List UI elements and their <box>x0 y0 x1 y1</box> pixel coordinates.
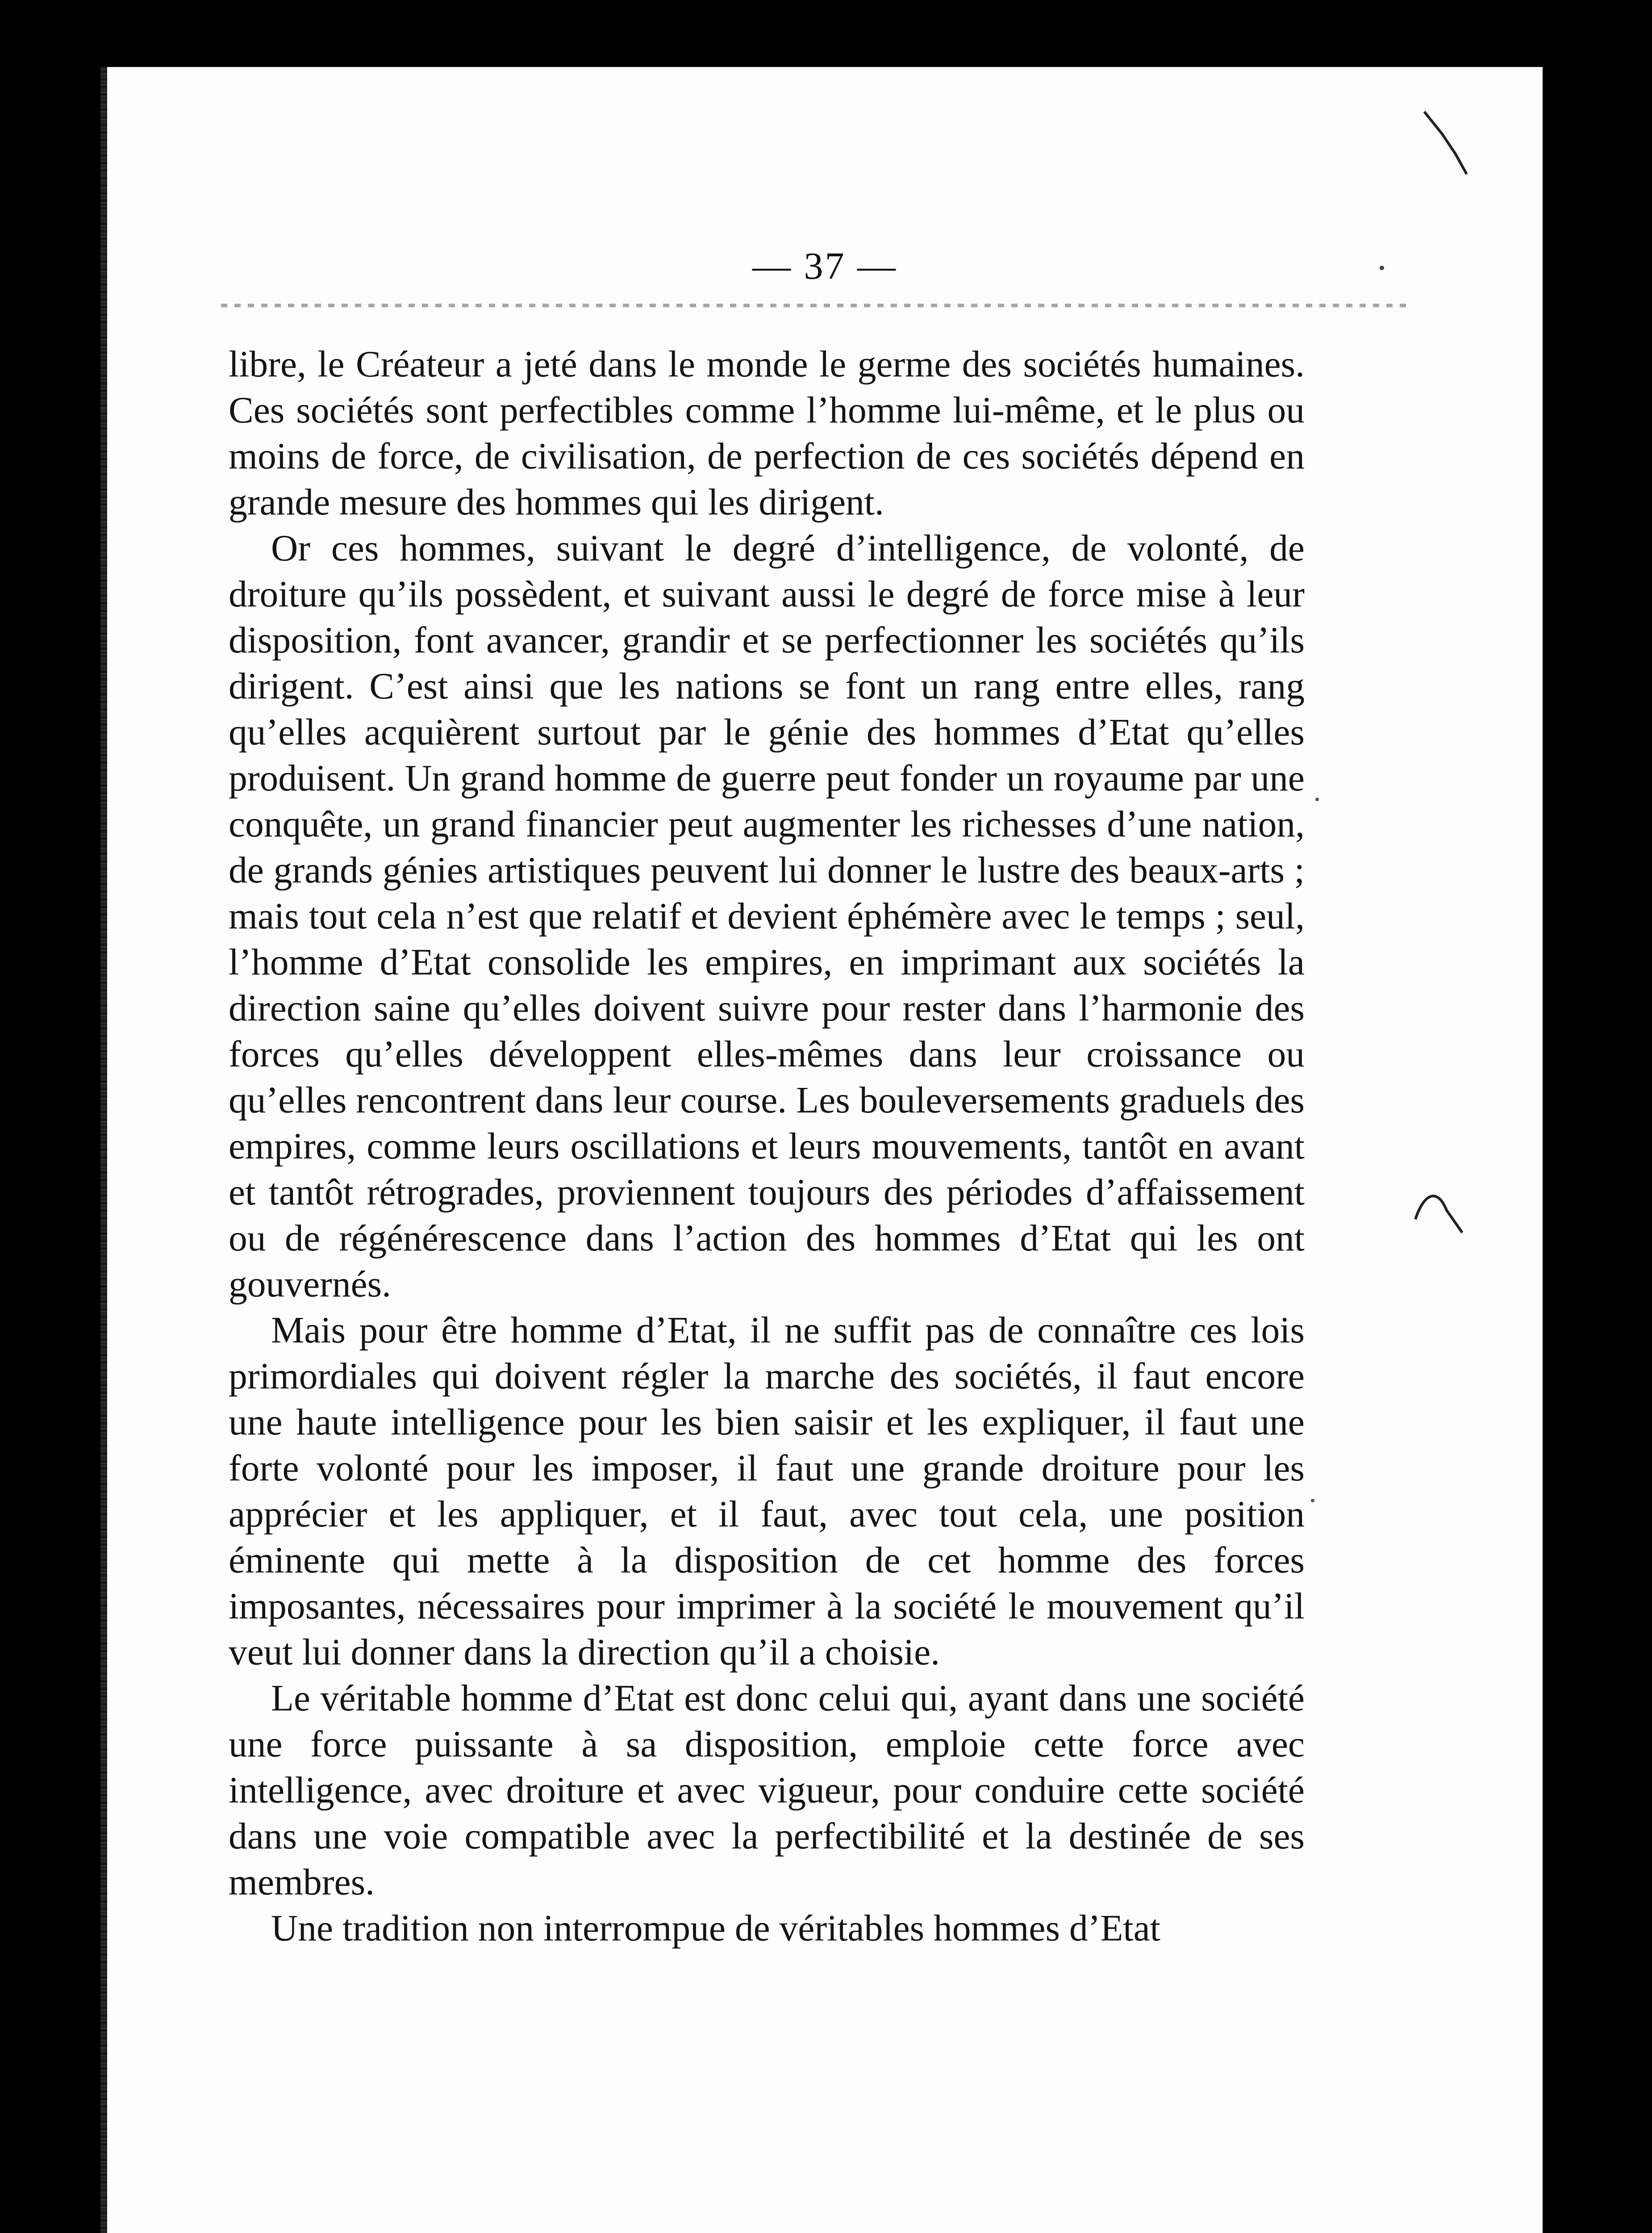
paragraph: Le véritable homme d’Etat est donc celui qui, ayant dans une société une force puissante à sa disposition, emploie cette force avec intelligence, avec droiture et avec vigueur, pour conduire cette société dans une voie compatible avec la perfectibilité et la destinée de ses membres. <box>229 1678 1305 1903</box>
paragraph-last: Une tradition non interrompue de véritables hommes d’Etat <box>271 1908 1160 1949</box>
margin-stroke-middle <box>1415 1196 1462 1233</box>
page-body-text <box>229 342 1305 1952</box>
margin-stroke-top <box>1424 112 1467 174</box>
paragraph: Or ces hommes, suivant le degré d’intelligence, de volonté, de droiture qu’ils possèdent, et suivant aussi le degré de force mise à leur disposition, font avancer, grandir et se perfectionner les sociétés qu’ils dirigent. C’est ainsi que les nations se font un rang entre elles, rang qu’elles acquièrent surtout par le génie des hommes d’Etat qu’elles produisent. Un grand homme de guerre peut fonder un royaume par une conquête, un grand financier peut augmenter les richesses d’une nation, de grands génies artistiques peuvent lui donner le lustre des beaux-arts ; mais tout cela n’est que relatif et devient éphémère avec le temps ; seul, l’homme d’Etat consolide les empires, en imprimant aux sociétés la direction saine qu’elles doivent suivre pour rester dans l’harmonie des forces qu’elles développent elles-mêmes dans leur croissance ou qu’elles rencontrent dans leur course. Les bouleversements graduels des empires, comme leurs oscillations et leurs mouvements, tantôt en avant et tantôt rétrogrades, proviennent toujours des périodes d’affaissement ou de régénérescence dans l’action des hommes d’Etat qui les ont gouvernés. <box>229 528 1305 1305</box>
book-page <box>107 67 1543 2233</box>
header-rule <box>221 304 1409 307</box>
paragraph-continued: libre, le Créateur a jeté dans le monde le germe des sociétés humaines. Ces sociétés sont perfectibles comme l’homme lui-même, et le plus ou moins de force, de civilisation, de perfection de ces sociétés dépend en grande mesure des hommes qui les dirigent. <box>229 344 1305 523</box>
speck <box>1315 798 1319 801</box>
speck <box>1311 1499 1314 1502</box>
page-number: — 37 — <box>752 244 897 287</box>
paragraph: Mais pour être homme d’Etat, il ne suffit pas de connaître ces lois primordiales qui doivent régler la marche des sociétés, il faut encore une haute intelligence pour les bien saisir et les expliquer, il faut une forte volonté pour les imposer, il faut une grande droiture pour les apprécier et les appliquer, et il faut, avec tout cela, une position éminente qui mette à la disposition de cet homme des forces imposantes, nécessaires pour imprimer à la société le mouvement qu’il veut lui donner dans la direction qu’il a choisie. <box>229 1310 1305 1673</box>
